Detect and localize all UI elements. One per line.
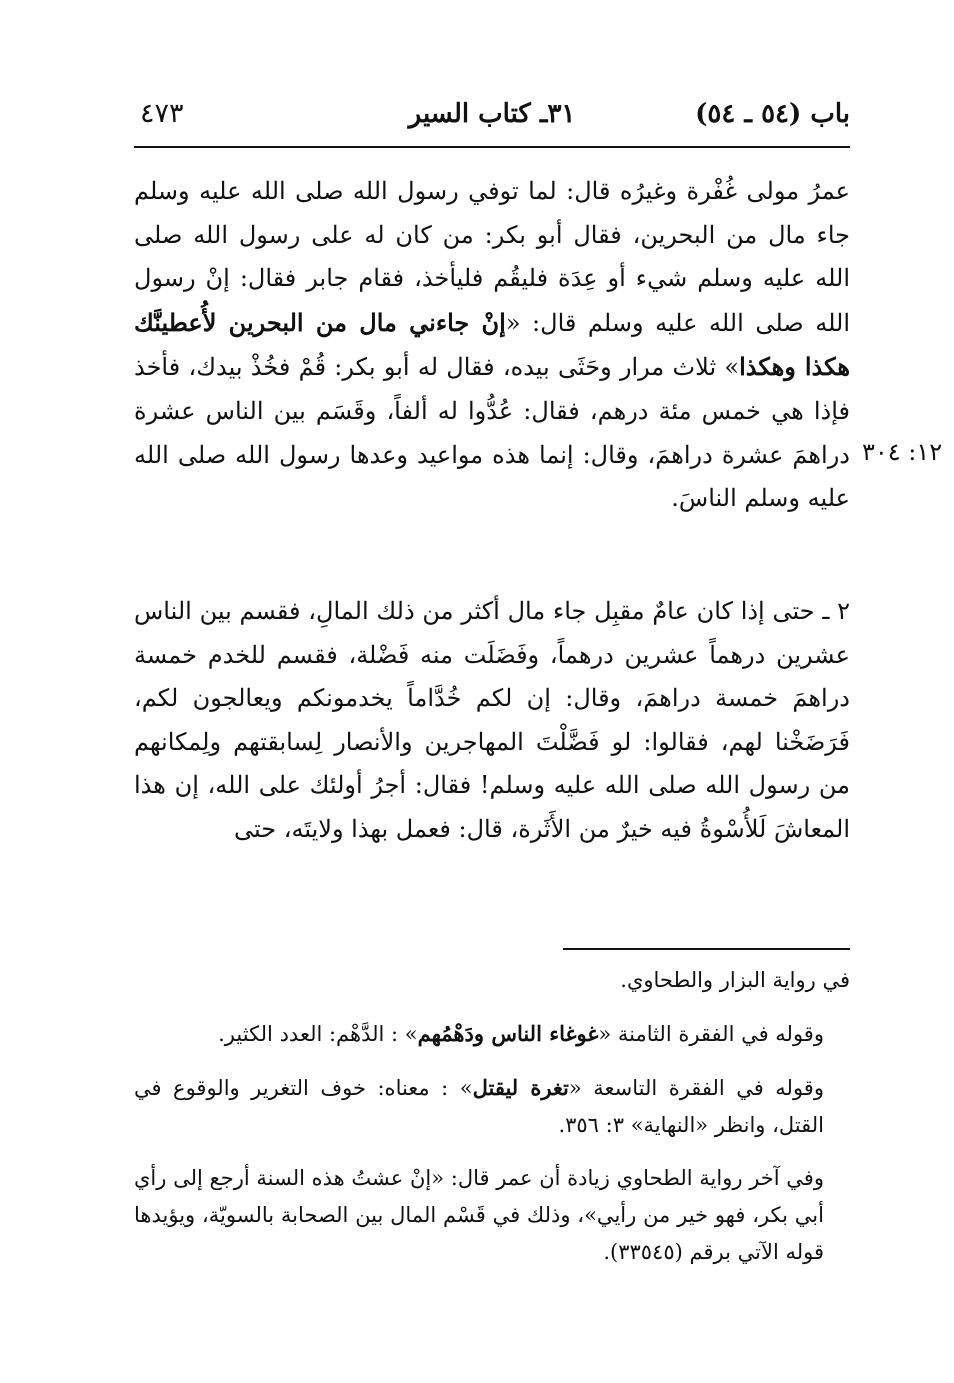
- footnote-term-bold: غوغاء الناس ودَهْمُهم: [417, 1021, 599, 1046]
- main-paragraph-1: [134, 170, 850, 521]
- footnote-tahawi-addition: وفي آخر رواية الطحاوي زيادة أن عمر قال: «إنْ عشتُ هذه السنة أرجع إلى رأي أبي بكر، فهو خير من رأيي»، وذلك في قَسْم المال بين الصحابة بالسويّة، ويؤيدها قوله الآتي برقم (٣٣٥٤٥).: [134, 1166, 824, 1264]
- footnotes: [134, 962, 850, 1287]
- footnote-text: » : معناه: خوف التغرير والوقوع في القتل، وانظر «النهاية» ٣: ٣٥٦.: [134, 1076, 824, 1137]
- footnote-eighth-paragraph: [134, 1015, 850, 1053]
- footnote-text: وقوله في الفقرة الثامنة «: [598, 1022, 824, 1046]
- page-header: [134, 96, 850, 136]
- chapter-title: باب (٥٤ ـ ٥٤): [695, 99, 850, 129]
- footnote-continuation: في رواية البزار والطحاوي.: [620, 968, 850, 992]
- footnote-text: » : الدَّهْم: العدد الكثير.: [218, 1022, 418, 1046]
- footnote-divider: [563, 948, 850, 950]
- footnote-term-bold: تغرة ليقتل: [472, 1075, 569, 1100]
- paragraph2-text: ٢ ـ حتى إذا كان عامٌ مقبِل جاء مال أكثر من ذلك المالِ، فقسم بين الناس عشرين درهماً عشرين درهماً، وفَضَلَت منه فَضْلة، فقسم للخدم خمسة دراهمَ خمسة دراهمَ، وقال: إن لكم خُدَّاماً يخدمونكم ويعالجون لكم، فَرَضَخْنا لهم، فقالوا: لو فَضَّلْتَ المهاجرين والأنصار لِسابقتهم ولِمكانهم من رسول الله صلى الله عليه وسلم! فقال: أجرُ أولئك على الله، إن هذا المعاشَ لَلأُسْوةُ فيه خيرٌ من الأَثَرة، قال: فعمل بهذا ولايتَه، حتى: [134, 597, 850, 843]
- hadith-quote-bold: إنْ جاءني مال من البحرين لأُعطينَّك هكذا وهكذا: [134, 307, 851, 382]
- footnote-ninth-paragraph: [134, 1069, 850, 1144]
- book-title: ٣١ـ كتاب السير: [408, 99, 576, 129]
- main-paragraph-2: [134, 590, 850, 852]
- margin-reference: ١٢: ٣٠٤: [862, 438, 943, 466]
- footnote-text: وقوله في الفقرة التاسعة «: [568, 1076, 824, 1100]
- header-divider: [134, 146, 850, 148]
- paragraph1-text-start: عمرُ مولى غُفْرة وغيرُه قال: لما توفي رسول الله صلى الله عليه وسلم جاء مال من البحرين، فقال أبو بكر: من كان له على رسول الله صلى الله عليه وسلم شيء أو عِدَة فليقُم فليأخذ، فقام جابر فقال: إنْ رسول الله صلى الله عليه وسلم قال: «: [134, 177, 851, 337]
- paragraph1-text-end: » ثلاث مرار وحَثَى بيده، فقال له أبو بكر: قُمْ فخُذْ بيدك، فأخذ فإذا هي خمس مئة درهم، فقال: عُدُّوا له ألفاً، وقَسَم بين الناس عشرة دراهمَ عشرة دراهمَ، وقال: إنما هذه مواعيد وعدها رسول الله صلى الله عليه وسلم الناسَ.: [134, 353, 850, 513]
- page-number: ٤٧٣: [140, 98, 184, 129]
